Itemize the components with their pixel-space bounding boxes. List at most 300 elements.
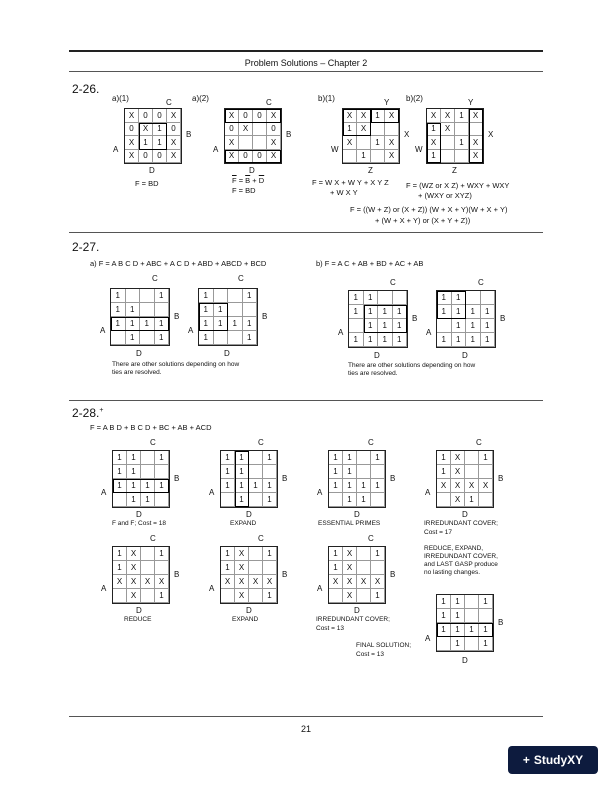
kmap-cell: 1: [479, 623, 493, 637]
kmap-cell: X: [343, 136, 357, 150]
part-a1-label: a)(1): [112, 94, 129, 103]
var-a: A: [425, 488, 431, 497]
kmap-2-28-r1c4: [436, 450, 494, 508]
part-a2-label: a)(2): [192, 94, 209, 103]
var-d: D: [224, 349, 230, 358]
var-x: X: [404, 130, 410, 139]
kmap-cell: 1: [479, 451, 493, 465]
kmap-cell: 1: [343, 451, 357, 465]
kmap-cell: [155, 465, 169, 479]
kmap-cell: [111, 331, 126, 345]
kmap-cell: 0: [153, 150, 167, 164]
kmap-cell: 1: [155, 479, 169, 493]
var-a: A: [188, 326, 194, 335]
eq-2-26-b2-line1: F = (WZ or X Z) + WXY + WXY: [406, 181, 510, 190]
eq-2-26-b3-line1: F = ((W + Z) or (X + Z)) (W + X + Y)(W + X + Y): [350, 205, 508, 214]
kmap-cell: X: [127, 547, 141, 561]
kmap-cell: X: [441, 109, 455, 123]
kmap-cell: [349, 319, 364, 333]
kmap-cell: [228, 303, 243, 317]
kmap-cell: 1: [479, 595, 493, 609]
eq-2-26-a1: F = BD: [135, 179, 159, 188]
divider: [69, 232, 543, 233]
var-z: Z: [452, 166, 457, 175]
kmap-cell: X: [385, 109, 399, 123]
note-reduce-line1: REDUCE, EXPAND,: [424, 545, 484, 552]
kmap-cell: [228, 289, 243, 303]
kmap-cell: X: [343, 561, 357, 575]
var-y: Y: [468, 98, 474, 107]
var-a: A: [426, 328, 432, 337]
kmap-cell: 1: [479, 637, 493, 651]
note-reduce-line3: and LAST GASP produce: [424, 561, 498, 568]
kmap-cell: [393, 291, 408, 305]
kmap-cell: X: [441, 123, 455, 137]
plus-icon: +: [522, 753, 530, 767]
kmap-cell: X: [465, 479, 479, 493]
kmap-cell: X: [225, 136, 239, 150]
kmap-cell: 1: [371, 479, 385, 493]
kmap-cell: X: [451, 465, 465, 479]
kmap-cell: 1: [221, 479, 235, 493]
kmap-cell: [481, 291, 496, 305]
kmap-cell: 1: [127, 493, 141, 507]
kmap-2-28-r2c1: [112, 546, 170, 604]
kmap-cell: 1: [343, 465, 357, 479]
kmap-cell: 1: [393, 319, 408, 333]
kmap-cell: 1: [349, 333, 364, 347]
kmap-cell: X: [221, 575, 235, 589]
note-2-27-a-line2: ties are resolved.: [112, 369, 162, 376]
kmap-cell: 1: [263, 479, 277, 493]
kmap-2-27-a-left: [110, 288, 170, 346]
eq-2-27-a: a) F = A B C D + ABC + A C D + ABD + ABCD + BCD: [90, 259, 267, 268]
kmap-cell: 1: [427, 150, 441, 164]
kmap-cell: 1: [371, 451, 385, 465]
kmap-group-loop: [225, 150, 281, 164]
kmap-cell: X: [127, 575, 141, 589]
var-d: D: [136, 606, 142, 615]
footer-rule: [69, 716, 543, 717]
kmap-cell: [263, 465, 277, 479]
eq-2-26-a2-line1: $\overline{F} = \overline{B} + \overline{D}$: [232, 176, 265, 185]
kmap-cell: 1: [357, 479, 371, 493]
kmap-cell: X: [469, 136, 483, 150]
kmap-cell: 1: [221, 465, 235, 479]
var-b: B: [390, 570, 396, 579]
kmap-cell: X: [427, 109, 441, 123]
kmap-cell: [141, 561, 155, 575]
kmap-cell: [357, 547, 371, 561]
kmap-cell: [221, 493, 235, 507]
kmap-cell: X: [329, 575, 343, 589]
kmap-cell: X: [167, 150, 181, 164]
kmap-cell: 1: [329, 561, 343, 575]
var-d: D: [249, 166, 255, 175]
caption-final-line1: FINAL SOLUTION;: [356, 642, 412, 649]
caption-expand: EXPAND: [230, 520, 257, 527]
kmap-cell: 1: [466, 305, 481, 319]
kmap-cell: [141, 451, 155, 465]
kmap-cell: X: [451, 451, 465, 465]
kmap-cell: X: [125, 150, 139, 164]
kmap-cell: [465, 609, 479, 623]
kmap-cell: 1: [371, 547, 385, 561]
kmap-cell: X: [249, 575, 263, 589]
kmap-cell: [155, 493, 169, 507]
kmap-cell: [357, 136, 371, 150]
kmap-cell: 1: [243, 331, 258, 345]
kmap-group-loop: [437, 623, 493, 637]
kmap-cell: 1: [343, 493, 357, 507]
kmap-cell: 1: [199, 317, 214, 331]
var-a: A: [101, 488, 107, 497]
var-a: A: [113, 145, 119, 154]
kmap-cell: 1: [243, 317, 258, 331]
eq-2-26-a2-line2: F = BD: [232, 186, 256, 195]
kmap-group-loop: [199, 303, 228, 331]
kmap-2-26-b2: [426, 108, 484, 164]
caption-irredundant-13-line2: Cost = 13: [316, 625, 345, 632]
kmap-cell: 0: [239, 109, 253, 123]
var-b: B: [186, 130, 192, 139]
kmap-cell: [141, 547, 155, 561]
kmap-cell: [221, 589, 235, 603]
kmap-cell: 1: [141, 493, 155, 507]
kmap-cell: 1: [329, 465, 343, 479]
kmap-cell: X: [139, 123, 153, 137]
kmap-cell: 1: [155, 589, 169, 603]
kmap-cell: X: [235, 547, 249, 561]
kmap-group-loop: [364, 305, 408, 333]
kmap-cell: 0: [253, 150, 267, 164]
var-c: C: [166, 98, 172, 107]
kmap-cell: 1: [214, 303, 229, 317]
kmap-group-loop: [225, 109, 281, 123]
kmap-cell: [329, 493, 343, 507]
kmap-cell: X: [357, 575, 371, 589]
caption-irredundant-17-line2: Cost = 17: [424, 529, 453, 536]
kmap-cell: 0: [167, 123, 181, 137]
kmap-cell: X: [225, 150, 239, 164]
kmap-cell: 1: [235, 451, 249, 465]
var-a: A: [425, 634, 431, 643]
var-b: B: [174, 312, 180, 321]
kmap-cell: X: [357, 109, 371, 123]
kmap-cell: [113, 589, 127, 603]
divider: [69, 400, 543, 401]
kmap-cell: 1: [343, 123, 357, 137]
kmap-group-loop: [343, 109, 371, 136]
kmap-cell: X: [167, 136, 181, 150]
kmap-cell: 1: [329, 451, 343, 465]
kmap-cell: X: [235, 561, 249, 575]
var-a: A: [317, 488, 323, 497]
kmap-cell: [214, 289, 229, 303]
kmap-cell: X: [427, 136, 441, 150]
kmap-cell: 0: [253, 109, 267, 123]
var-d: D: [136, 349, 142, 358]
var-b: B: [412, 314, 418, 323]
caption-reduce: REDUCE: [124, 616, 152, 623]
kmap-cell: 1: [364, 305, 379, 319]
kmap-cell: [249, 589, 263, 603]
kmap-cell: X: [167, 109, 181, 123]
kmap-cell: X: [235, 589, 249, 603]
var-a: A: [213, 145, 219, 154]
kmap-cell: [263, 561, 277, 575]
kmap-cell: 1: [437, 623, 451, 637]
kmap-2-26-a1: [124, 108, 182, 164]
kmap-cell: 0: [153, 109, 167, 123]
kmap-cell: 1: [155, 547, 169, 561]
kmap-cell: X: [127, 589, 141, 603]
kmap-cell: [126, 289, 141, 303]
kmap-cell: 1: [451, 637, 465, 651]
caption-irredundant-13-line1: IRREDUNDANT COVER;: [316, 616, 390, 623]
kmap-cell: [465, 451, 479, 465]
kmap-cell: [466, 291, 481, 305]
kmap-cell: X: [113, 575, 127, 589]
var-a: A: [338, 328, 344, 337]
kmap-cell: [329, 589, 343, 603]
var-c: C: [258, 534, 264, 543]
kmap-cell: 1: [199, 331, 214, 345]
header-rule: [69, 71, 543, 72]
kmap-cell: 1: [349, 305, 364, 319]
kmap-2-26-a2: [224, 108, 282, 164]
kmap-cell: 1: [437, 609, 451, 623]
kmap-cell: [253, 123, 267, 137]
kmap-2-27-b-left: [348, 290, 408, 348]
kmap-cell: 1: [113, 479, 127, 493]
var-d: D: [354, 606, 360, 615]
kmap-cell: 1: [249, 479, 263, 493]
kmap-cell: 1: [263, 547, 277, 561]
var-d: D: [149, 166, 155, 175]
kmap-cell: X: [267, 136, 281, 150]
kmap-cell: [140, 289, 155, 303]
var-d: D: [462, 510, 468, 519]
kmap-cell: [437, 319, 452, 333]
problem-2-27-label: 2-27.: [72, 240, 100, 254]
kmap-cell: 1: [378, 305, 393, 319]
kmap-cell: [455, 123, 469, 137]
note-reduce-line4: no lasting changes.: [424, 569, 481, 576]
kmap-cell: X: [141, 575, 155, 589]
kmap-cell: [465, 637, 479, 651]
kmap-cell: [113, 493, 127, 507]
kmap-cell: 1: [127, 465, 141, 479]
kmap-cell: [371, 465, 385, 479]
kmap-cell: [357, 451, 371, 465]
kmap-2-28-r2c3: [328, 546, 386, 604]
kmap-cell: 1: [221, 451, 235, 465]
kmap-cell: [455, 150, 469, 164]
eq-2-26-b1-line2: + W X Y: [330, 188, 358, 197]
var-d: D: [374, 351, 380, 360]
kmap-cell: 1: [113, 561, 127, 575]
var-d: D: [136, 510, 142, 519]
kmap-cell: 1: [427, 123, 441, 137]
kmap-cell: 1: [235, 493, 249, 507]
kmap-cell: 1: [437, 595, 451, 609]
eq-2-26-b1-line1: F = W X + W Y + X Y Z: [312, 178, 389, 187]
kmap-cell: [357, 589, 371, 603]
kmap-cell: X: [451, 493, 465, 507]
kmap-cell: [141, 589, 155, 603]
kmap-cell: [385, 123, 399, 137]
kmap-cell: [437, 637, 451, 651]
var-c: C: [258, 438, 264, 447]
kmap-group-loop: [235, 451, 249, 507]
var-a: A: [209, 584, 215, 593]
kmap-cell: X: [371, 575, 385, 589]
kmap-cell: 1: [141, 479, 155, 493]
kmap-cell: X: [451, 479, 465, 493]
var-c: C: [152, 274, 158, 283]
kmap-cell: 1: [111, 289, 126, 303]
kmap-cell: 1: [357, 493, 371, 507]
kmap-cell: 1: [263, 589, 277, 603]
kmap-cell: 1: [243, 289, 258, 303]
kmap-cell: X: [263, 575, 277, 589]
kmap-cell: X: [267, 150, 281, 164]
kmap-group-loop: [371, 109, 399, 123]
kmap-cell: 1: [437, 451, 451, 465]
kmap-cell: 1: [481, 333, 496, 347]
kmap-cell: [357, 561, 371, 575]
kmap-2-28-r1c1: [112, 450, 170, 508]
kmap-cell: 1: [393, 333, 408, 347]
var-c: C: [266, 98, 272, 107]
kmap-cell: [249, 493, 263, 507]
kmap-cell: [441, 136, 455, 150]
kmap-2-27-b-right: [436, 290, 496, 348]
kmap-cell: [479, 609, 493, 623]
kmap-group-loop: [469, 109, 483, 163]
logo-text: StudyXY: [533, 753, 584, 767]
kmap-cell: [249, 547, 263, 561]
kmap-cell: [253, 136, 267, 150]
kmap-cell: 1: [329, 479, 343, 493]
kmap-cell: [214, 331, 229, 345]
kmap-cell: [140, 303, 155, 317]
kmap-cell: X: [437, 479, 451, 493]
var-a: A: [100, 326, 106, 335]
kmap-cell: X: [155, 575, 169, 589]
kmap-cell: 1: [329, 547, 343, 561]
kmap-cell: X: [343, 547, 357, 561]
kmap-2-28-r1c3: [328, 450, 386, 508]
var-b: B: [174, 474, 180, 483]
kmap-cell: 1: [235, 465, 249, 479]
kmap-group-loop: [427, 123, 441, 164]
kmap-cell: 1: [113, 451, 127, 465]
kmap-cell: 1: [466, 333, 481, 347]
var-c: C: [390, 278, 396, 287]
kmap-cell: 1: [452, 291, 467, 305]
kmap-cell: [479, 465, 493, 479]
note-2-27-a-line1: There are other solutions depending on how: [112, 361, 240, 368]
kmap-cell: 1: [378, 333, 393, 347]
kmap-cell: 1: [126, 317, 141, 331]
top-rule: [69, 50, 543, 52]
kmap-cell: 1: [455, 136, 469, 150]
kmap-cell: [441, 150, 455, 164]
kmap-cell: 1: [126, 331, 141, 345]
var-a: A: [317, 584, 323, 593]
kmap-cell: 1: [127, 479, 141, 493]
kmap-cell: 1: [371, 589, 385, 603]
kmap-cell: X: [385, 136, 399, 150]
var-z: Z: [368, 166, 373, 175]
kmap-cell: [371, 123, 385, 137]
kmap-cell: 1: [452, 333, 467, 347]
var-b: B: [498, 618, 504, 627]
page-number: 21: [300, 724, 311, 734]
var-c: C: [476, 438, 482, 447]
part-b2-label: b)(2): [406, 94, 423, 103]
studyxy-logo[interactable]: [508, 746, 598, 774]
kmap-cell: 0: [239, 150, 253, 164]
kmap-2-28-r2c2: [220, 546, 278, 604]
kmap-cell: 1: [466, 319, 481, 333]
kmap-cell: 1: [127, 451, 141, 465]
kmap-cell: [371, 150, 385, 164]
kmap-cell: 1: [126, 303, 141, 317]
var-d: D: [462, 656, 468, 665]
kmap-cell: 1: [263, 493, 277, 507]
kmap-cell: 1: [451, 609, 465, 623]
var-b: B: [498, 474, 504, 483]
var-d: D: [354, 510, 360, 519]
kmap-cell: 1: [155, 451, 169, 465]
eq-2-27-b: b) F = A C + AB + BD + AC + AB: [316, 259, 424, 268]
eq-2-26-b3-line2: + (W + X + Y) or (X + Y + Z)): [375, 216, 471, 225]
kmap-cell: X: [239, 123, 253, 137]
note-2-27-b-line1: There are other solutions depending on how: [348, 362, 476, 369]
kmap-cell: 1: [357, 150, 371, 164]
var-b: B: [262, 312, 268, 321]
kmap-cell: 1: [481, 305, 496, 319]
var-c: C: [150, 438, 156, 447]
caption-expand-2: EXPAND: [232, 616, 259, 623]
var-c: C: [238, 274, 244, 283]
kmap-cell: 0: [125, 123, 139, 137]
var-d: D: [246, 510, 252, 519]
problem-2-28-label: 2-28.+: [72, 406, 104, 420]
kmap-cell: 1: [113, 465, 127, 479]
kmap-group-loop: [437, 291, 466, 319]
kmap-cell: [243, 303, 258, 317]
kmap-cell: [371, 561, 385, 575]
kmap-cell: X: [385, 150, 399, 164]
var-x: X: [488, 130, 494, 139]
kmap-cell: X: [357, 123, 371, 137]
page-header: Problem Solutions – Chapter 2: [244, 58, 368, 68]
kmap-cell: 1: [263, 451, 277, 465]
kmap-cell: [140, 331, 155, 345]
note-reduce-line2: IRREDUNDANT COVER,: [424, 553, 498, 560]
var-b: B: [282, 474, 288, 483]
kmap-cell: 1: [364, 291, 379, 305]
kmap-cell: X: [469, 150, 483, 164]
eq-2-26-b2-line2: + (WXY or XYZ): [418, 191, 472, 200]
kmap-cell: [228, 331, 243, 345]
kmap-cell: 1: [437, 333, 452, 347]
kmap-cell: [249, 465, 263, 479]
